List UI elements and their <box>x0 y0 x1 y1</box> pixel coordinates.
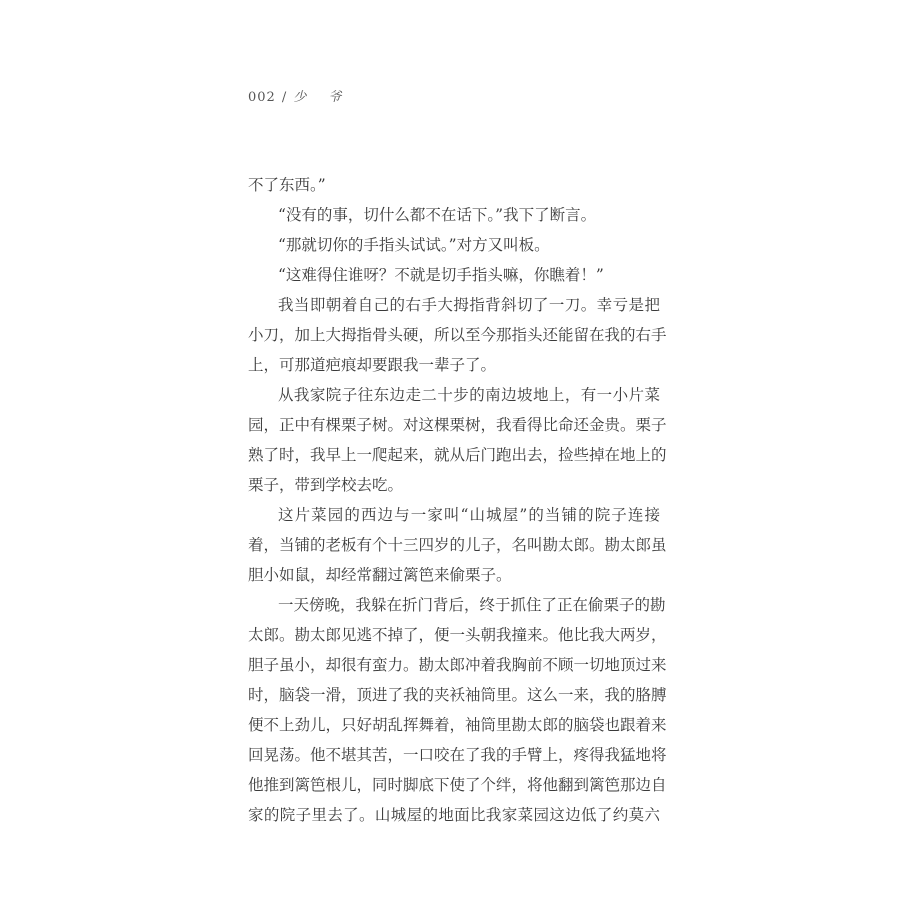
text-line: 胆小如鼠，却经常翻过篱笆来偷栗子。 <box>248 566 512 584</box>
header-separator: / <box>281 90 288 105</box>
text-line: “那就切你的手指头试试。”对方又叫板。 <box>278 236 550 254</box>
text-line: “这难得住谁呀？不就是切手指头嘛，你瞧着！” <box>278 266 604 284</box>
text-line: 着，当铺的老板有个十三四岁的儿子，名叫勘太郎。勘太郎虽 <box>248 536 667 554</box>
text-line: “没有的事，切什么都不在话下。”我下了断言。 <box>278 206 597 224</box>
page-number: 002 <box>248 90 276 105</box>
text-line: 时，脑袋一滑，顶进了我的夹袄袖筒里。这么一来，我的胳膊 <box>248 686 667 704</box>
body-text <box>248 170 667 830</box>
text-line: 这片菜园的西边与一家叫“山城屋”的当铺的院子连接 <box>278 506 660 524</box>
book-title: 少 爷 <box>293 90 351 105</box>
text-line: 便不上劲儿，只好胡乱挥舞着，袖筒里勘太郎的脑袋也跟着来 <box>248 716 667 734</box>
text-line: 回晃荡。他不堪其苦，一口咬在了我的手臂上，疼得我猛地将 <box>248 746 667 764</box>
text-line: 家的院子里去了。山城屋的地面比我家菜园这边低了约莫六 <box>248 806 660 824</box>
text-line: 栗子，带到学校去吃。 <box>248 476 404 494</box>
text-line: 园，正中有棵栗子树。对这棵栗树，我看得比命还金贵。栗子 <box>248 416 667 434</box>
running-header <box>248 86 350 105</box>
text-line: 他推到篱笆根儿，同时脚底下使了个绊，将他翻到篱笆那边自 <box>248 776 667 794</box>
text-line: 小刀，加上大拇指骨头硬，所以至今那指头还能留在我的右手 <box>248 326 667 344</box>
text-line: 我当即朝着自己的右手大拇指背斜切了一刀。幸亏是把 <box>278 296 660 314</box>
text-line: 太郎。勘太郎见逃不掉了，便一头朝我撞来。他比我大两岁， <box>248 626 667 644</box>
text-line: 胆子虽小，却很有蛮力。勘太郎冲着我胸前不顾一切地顶过来 <box>248 656 667 674</box>
text-line: 上，可那道疤痕却要跟我一辈子了。 <box>248 356 497 374</box>
text-line: 不了东西。” <box>248 176 326 194</box>
text-line: 熟了时，我早上一爬起来，就从后门跑出去，捡些掉在地上的 <box>248 446 667 464</box>
text-line: 从我家院子往东边走二十步的南边坡地上，有一小片菜 <box>278 386 660 404</box>
text-line: 一天傍晚，我躲在折门背后，终于抓住了正在偷栗子的勘 <box>278 596 666 614</box>
